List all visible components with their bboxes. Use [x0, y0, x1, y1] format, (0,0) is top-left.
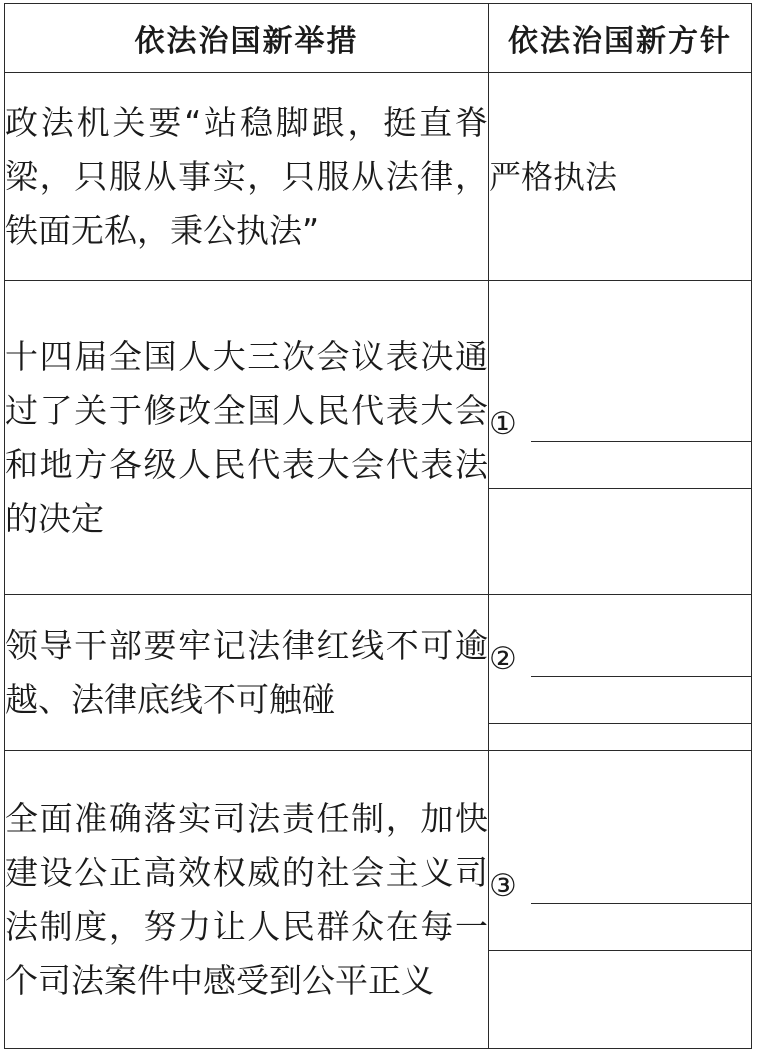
measure-cell-1: 政法机关要“站稳脚跟，挺直脊梁，只服从事实，只服从法律，铁面无私，秉公执法” [5, 73, 489, 281]
answer-blank-1a[interactable] [531, 407, 751, 442]
principle-cell-3 [489, 595, 752, 751]
table-row [5, 751, 752, 1049]
answer-blank-3b[interactable] [489, 904, 751, 951]
measure-cell-3: 领导干部要牢记法律红线不可逾越、法律底线不可触碰 [5, 595, 489, 751]
principle-cell-2 [489, 281, 752, 595]
answer-blank-2a[interactable] [531, 642, 751, 677]
header-principles: 依法治国新方针 [489, 4, 752, 73]
table-row [5, 281, 752, 595]
answer-blank-2b[interactable] [489, 677, 751, 724]
principle-cell-4 [489, 751, 752, 1049]
header-row [5, 4, 752, 73]
blank-marker-2: ② [489, 641, 517, 677]
answer-blank-1b[interactable] [489, 442, 751, 489]
principle-answer-1: 严格执法 [489, 157, 618, 196]
measure-cell-2: 十四届全国人大三次会议表决通过了关于修改全国人民代表大会和地方各级人民代表大会代表法的决定 [5, 281, 489, 595]
blank-marker-1: ① [489, 406, 517, 442]
blank-marker-3: ③ [489, 868, 517, 904]
answer-blank-3a[interactable] [531, 869, 751, 904]
table-row [5, 595, 752, 751]
header-measures: 依法治国新举措 [5, 4, 489, 73]
principle-cell-1 [489, 73, 752, 281]
measures-table [4, 3, 752, 1049]
table-row [5, 73, 752, 281]
measure-cell-4: 全面准确落实司法责任制，加快建设公正高效权威的社会主义司法制度，努力让人民群众在每一个司法案件中感受到公平正义 [5, 751, 489, 1049]
